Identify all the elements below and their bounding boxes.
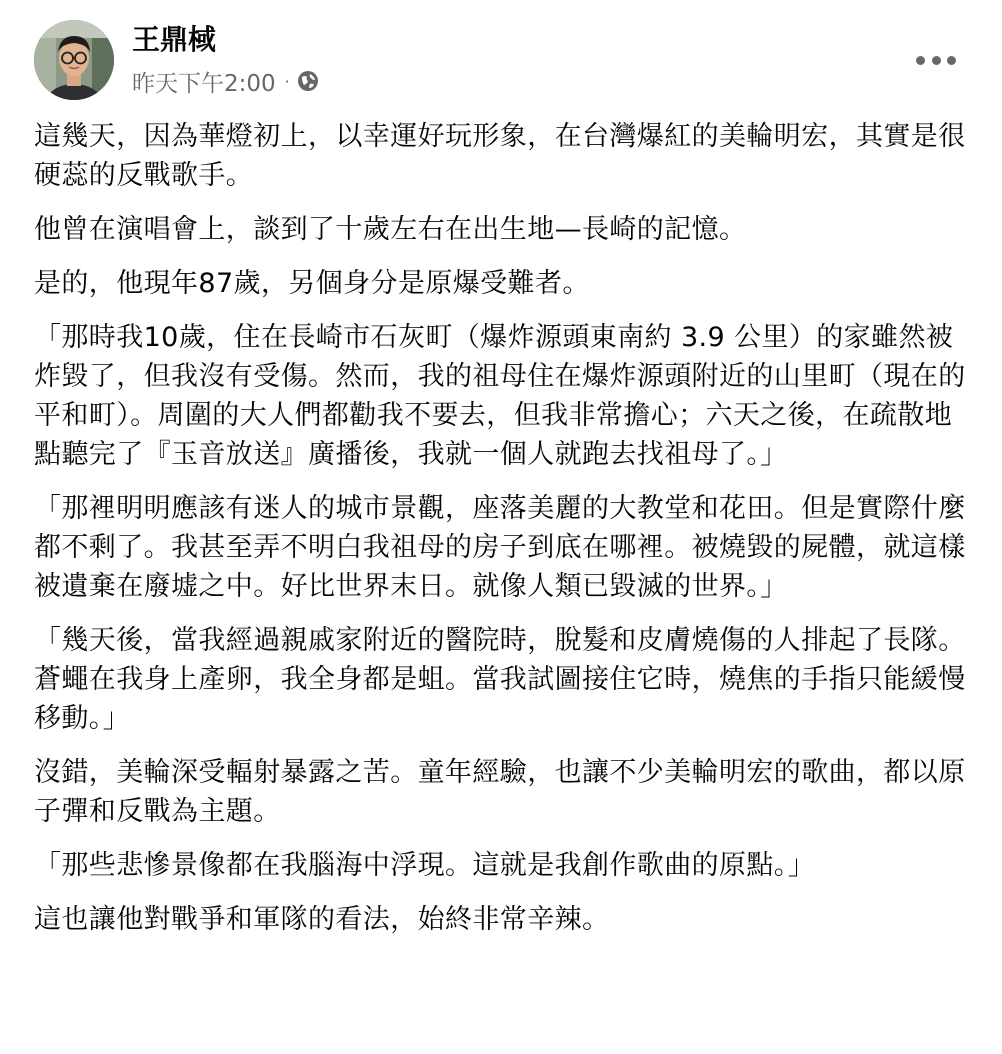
post-paragraph: 沒錯，美輪深受輻射暴露之苦。童年經驗，也讓不少美輪明宏的歌曲，都以原子彈和反戰為主題。 (34, 757, 966, 827)
globe-icon[interactable] (297, 70, 319, 92)
more-options-icon[interactable] (916, 48, 956, 72)
more-dot (947, 56, 956, 65)
post-header (34, 20, 1002, 100)
post-paragraph: 他曾在演唱會上，談到了十歲左右在出生地—長崎的記憶。 (34, 214, 747, 245)
author-name[interactable]: 王鼎棫 (132, 23, 217, 56)
more-dot (932, 56, 941, 65)
post-paragraph: 這幾天，因為華燈初上，以幸運好玩形象，在台灣爆紅的美輪明宏，其實是很硬蕊的反戰歌手。 (34, 121, 966, 191)
author-avatar[interactable] (34, 20, 114, 100)
post-timestamp[interactable]: 昨天下午2:00 (132, 70, 276, 97)
post-paragraph: 是的，他現年87歲，另個身分是原爆受難者。 (34, 268, 590, 299)
post-paragraph: 「那些悲慘景像都在我腦海中浮現。這就是我創作歌曲的原點。」 (34, 850, 816, 881)
more-dot (916, 56, 925, 65)
avatar-photo (34, 20, 114, 100)
post-paragraph: 「那裡明明應該有迷人的城市景觀，座落美麗的大教堂和花田。但是實際什麼都不剩了。我甚至弄不明白我祖母的房子到底在哪裡。被燒毀的屍體，就這樣被遺棄在廢墟之中。好比世界末日。就像人類已毀滅的世界。」 (34, 493, 966, 602)
meta-separator: · (284, 71, 290, 91)
post-paragraph: 「那時我10歲，住在長崎市石灰町（爆炸源頭東南約 3.9 公里）的家雖然被炸毀了，但我沒有受傷。然而，我的祖母住在爆炸源頭附近的山里町（現在的平和町）。周圍的大人們都勸我不要去，但我非常擔心；六天之後，在疏散地點聽完了『玉音放送』廣播後，我就一個人就跑去找祖母了。」 (34, 322, 966, 470)
post-meta (132, 66, 319, 96)
post-paragraph: 這也讓他對戰爭和軍隊的看法，始終非常辛辣。 (34, 904, 610, 935)
post-body (34, 117, 969, 954)
post-paragraph: 「幾天後，當我經過親戚家附近的醫院時，脫髮和皮膚燒傷的人排起了長隊。蒼蠅在我身上產卵，我全身都是蛆。當我試圖接住它時，燒焦的手指只能緩慢移動。」 (34, 625, 966, 734)
